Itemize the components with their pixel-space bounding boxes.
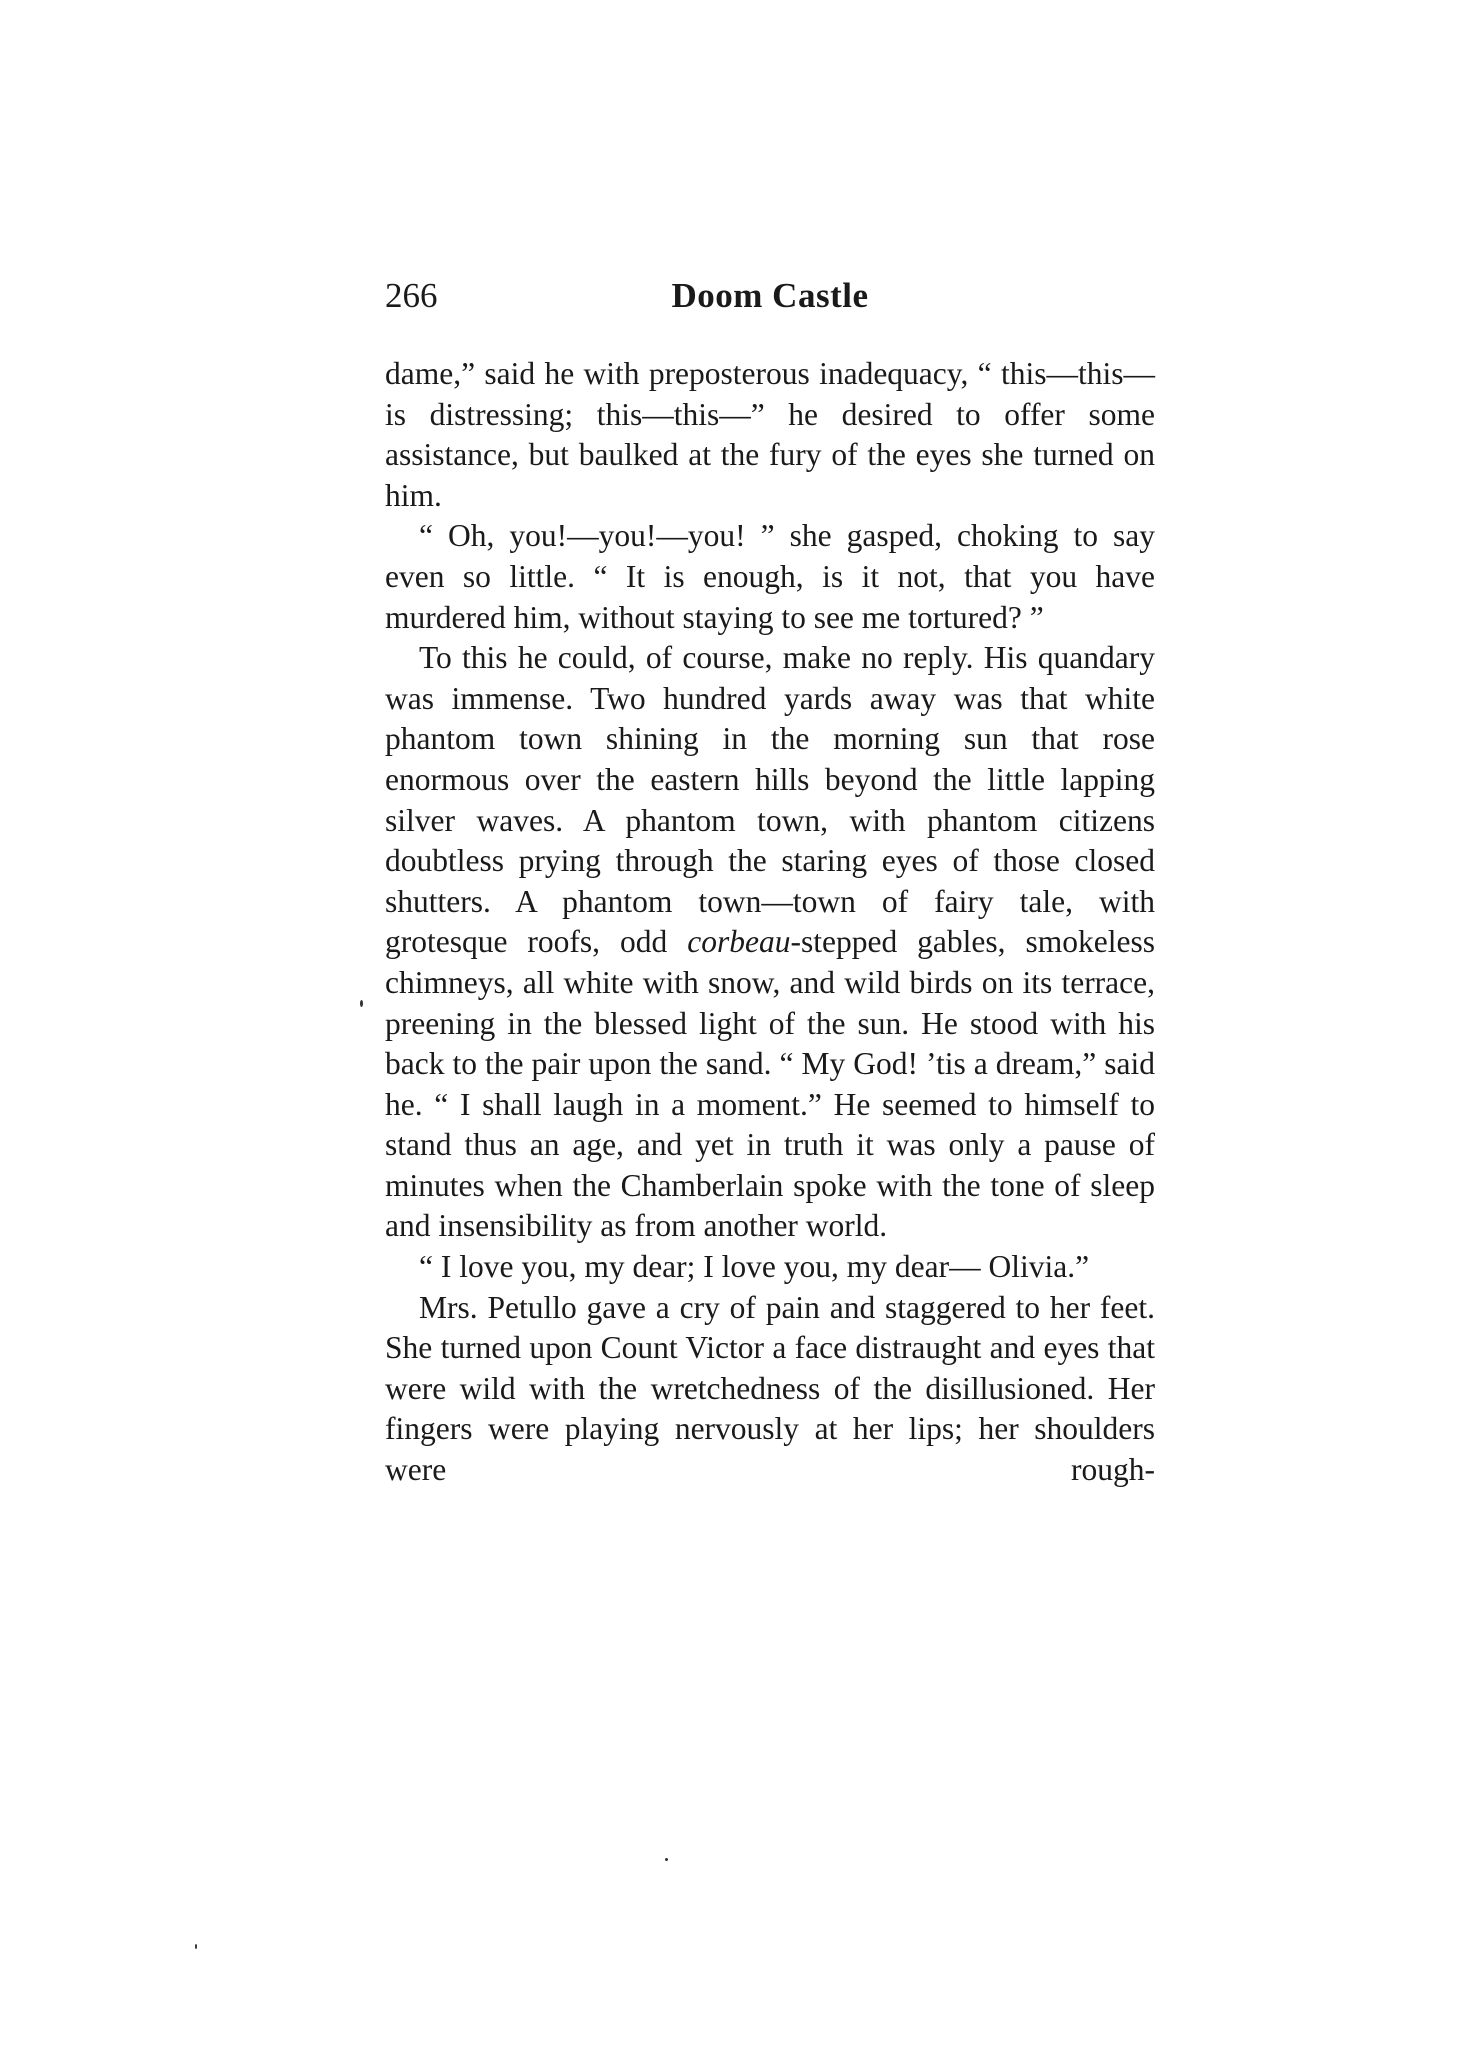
paragraph-3 <box>385 638 1155 1247</box>
running-title: Doom Castle <box>671 276 869 315</box>
paragraph-text: -stepped gables, smokeless chimneys, all white with snow, and wild birds on its terrace, preening in the blessed light of the sun. He stood with his back to the pair upon the sand. “ My God! ’tis a dream,” said he. “ I shall laugh in a moment.” He seemed to himself to stand thus an age, and yet in truth it was only a pause of minutes when the Chamberlain spoke with the tone of sleep and insensibility as from another world. <box>385 924 1156 1244</box>
page-number: 266 <box>385 276 438 315</box>
paragraph-text: Mrs. Petullo gave a cry of pain and staggered to her feet. She turned upon Count Victor a face distraught and eyes that were wild with the wretchedness of the disillusioned. Her fingers were playing nervously at her lips; her shoulders were rough- <box>385 1289 1155 1488</box>
scan-speck <box>360 1000 363 1007</box>
paragraph-4 <box>385 1247 1155 1288</box>
paragraph-text: dame,” said he with preposterous inadequacy, “ this—this—is distressing; this—this—” he desired to offer some assistance, but baulked at the fury of the eyes she turned on him. <box>385 356 1155 513</box>
paragraph-2 <box>385 516 1155 638</box>
paragraph-5 <box>385 1288 1155 1491</box>
paragraph-1 <box>385 354 1155 516</box>
running-head <box>385 268 1155 324</box>
italic-word: corbeau <box>687 924 791 960</box>
text-body <box>385 354 1155 1491</box>
book-page <box>385 268 1155 1491</box>
scan-speck <box>665 1858 668 1861</box>
paragraph-text: “ Oh, you!—you!—you! ” she gasped, choking to say even so little. “ It is enough, is it not, that you have murdered him, without staying to see me tortured? ” <box>385 518 1155 635</box>
scan-speck <box>195 1944 197 1949</box>
paragraph-text: “ I love you, my dear; I love you, my dear— Olivia.” <box>419 1249 1090 1285</box>
paragraph-text: To this he could, of course, make no reply. His quandary was immense. Two hundred yards away was that white phantom town shining in the morning sun that rose enormous over the eastern hills beyond the little lapping silver waves. A phantom town, with phantom citizens doubtless prying through the staring eyes of those closed shutters. A phantom town—town of fairy tale, with grotesque roofs, odd <box>385 640 1155 960</box>
